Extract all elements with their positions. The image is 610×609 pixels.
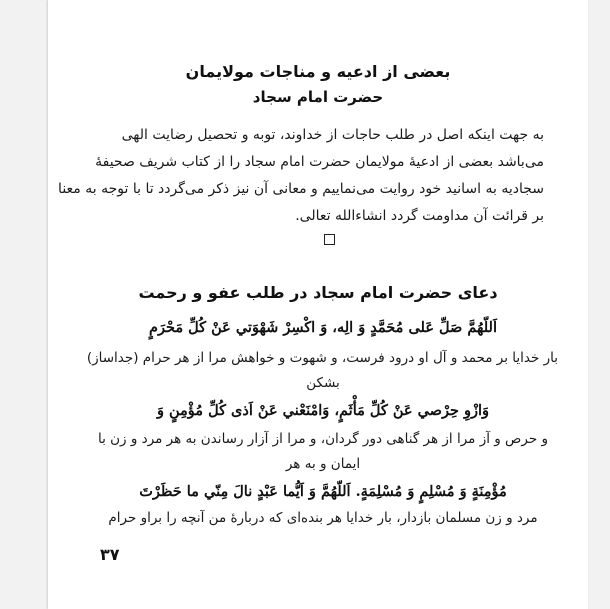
arabic-verse: اَللّهُمَّ صَلِّ عَلى مُحَمَّدٍ وَ الِه، وَ اكْسِرْ شَهْوَتي عَنْ كُلِّ مَحْرَمٍ bbox=[149, 319, 497, 336]
persian-translation: و حرص و آز مرا از هر گناهی دور گردان، و مرا از آزار رساندن به هر مرد و زن با bbox=[97, 431, 548, 447]
page-number: ۳۷ bbox=[100, 545, 120, 564]
page-subtitle: حضرت امام سجاد bbox=[252, 88, 384, 106]
intro-line: به جهت اینکه اصل در طلب حاجات از خداوند، توبه و تحصیل رضایت الهی bbox=[121, 127, 544, 143]
intro-paragraph bbox=[58, 122, 544, 230]
section-divider-square bbox=[324, 234, 335, 245]
intro-line: بر قرائت آن مداومت گردد انشاءالله تعالی. bbox=[295, 208, 544, 224]
persian-translation: ایمان و به هر bbox=[285, 456, 361, 472]
persian-translation: بار خدایا بر محمد و آل او درود فرست، و شهوت و خواهش مرا از هر حرام (جداساز) bbox=[86, 350, 558, 366]
persian-translation: بشکن bbox=[306, 375, 340, 391]
section-title: دعای حضرت امام سجاد در طلب عفو و رحمت bbox=[138, 283, 498, 302]
book-page bbox=[48, 0, 588, 609]
page-title: بعضی از ادعیه و مناجات مولایمان bbox=[185, 62, 451, 81]
intro-line: می‌باشد بعضی از ادعیهٔ مولایمان حضرت امام سجاد را از کتاب شریف صحیفهٔ bbox=[95, 154, 544, 170]
intro-line: سجادیه به اسانید خود روایت می‌نماییم و معانی آن نیز ذکر می‌گردد تا با توجه به معنا bbox=[58, 181, 544, 197]
arabic-verse: مُؤْمِنَةٍ وَ مُسْلِمٍ وَ مُسْلِمَةٍ. اَللّهُمَّ وَ اَيُّما عَبْدٍ نالَ مِنّي ما حَظَرْتَ bbox=[139, 483, 507, 500]
persian-translation: مرد و زن مسلمان بازدار، بار خدایا هر بنده‌ای که دربارهٔ من آنچه را براو حرام bbox=[108, 510, 538, 526]
arabic-verse: وَازْوِ حِرْصي عَنْ كُلِّ مَأْثَمٍ، وَامْنَعْني عَنْ اَذى كُلِّ مُؤْمِنٍ وَ bbox=[156, 402, 490, 419]
